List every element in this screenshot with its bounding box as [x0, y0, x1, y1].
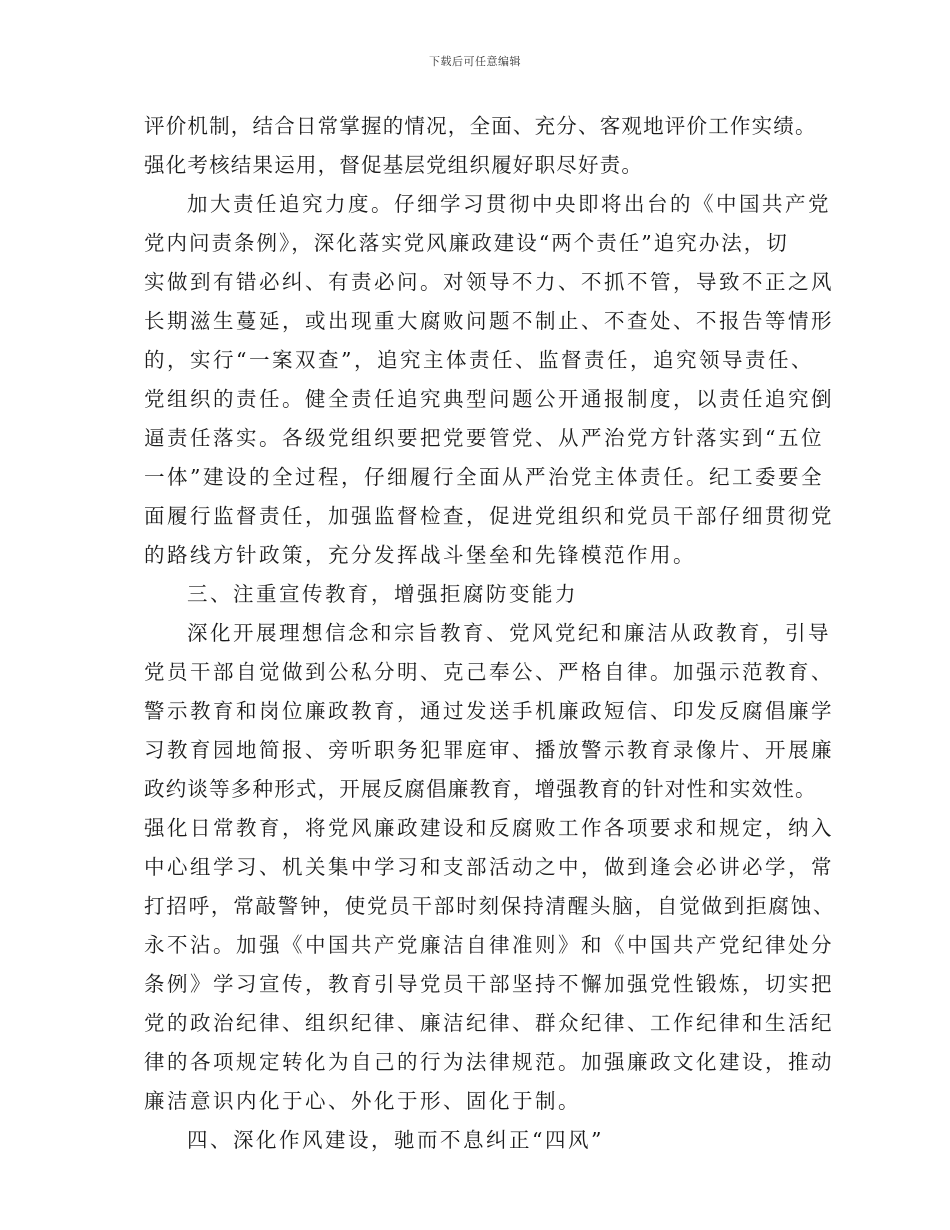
text-line: 中心组学习、机关集中学习和支部活动之中，做到逢会必讲必学，常	[144, 855, 834, 879]
text-line: 党的政治纪律、组织纪律、廉洁纪律、群众纪律、工作纪律和生活纪	[144, 1011, 834, 1035]
page-header: 下载后可任意编辑	[429, 55, 521, 68]
text-line: 打招呼，常敲警钟，使党员干部时刻保持清醒头脑，自觉做到拒腐蚀、	[144, 894, 836, 918]
text-line: 加大责任追究力度。仔细学习贯彻中央即将出台的《中国共产党	[187, 192, 831, 216]
text-line: 的路线方针政策，充分发挥战斗堡垒和先锋模范作用。	[144, 543, 696, 567]
text-line: 党组织的责任。健全责任追究典型问题公开通报制度，以责任追究倒	[144, 387, 834, 411]
text-line: 强化日常教育，将党风廉政建设和反腐败工作各项要求和规定，纳入	[144, 816, 834, 840]
text-line: 实做到有错必纠、有责必问。对领导不力、不抓不管，导致不正之风	[144, 270, 834, 294]
section-heading: 四、深化作风建设，驰而不息纠正“四风”	[187, 1128, 604, 1152]
text-line: 党员干部自觉做到公私分明、克己奉公、严格自律。加强示范教育、	[144, 660, 834, 684]
text-line: 警示教育和岗位廉政教育，通过发送手机廉政短信、印发反腐倡廉学	[144, 699, 834, 723]
text-line: 党内问责条例》，深化落实党风廉政建设“两个责任”追究办法，切	[144, 231, 789, 255]
text-line: 廉洁意识内化于心、外化于形、固化于制。	[144, 1089, 581, 1113]
text-line: 条例》学习宣传，教育引导党员干部坚持不懈加强党性锻炼，切实把	[144, 972, 834, 996]
text-line: 的，实行“一案双查”，追究主体责任、监督责任，追究领导责任、	[144, 348, 814, 372]
text-line: 律的各项规定转化为自己的行为法律规范。加强廉政文化建设，推动	[144, 1050, 834, 1074]
text-line: 评价机制，结合日常掌握的情况，全面、充分、客观地评价工作实绩。	[144, 114, 817, 138]
text-line: 深化开展理想信念和宗旨教育、党风党纪和廉洁从政教育，引导	[187, 621, 831, 645]
text-line: 一体”建设的全过程，仔细履行全面从严治党主体责任。纪工委要全	[144, 465, 824, 489]
text-line: 长期滋生蔓延，或出现重大腐败问题不制止、不查处、不报告等情形	[144, 309, 834, 333]
text-line: 强化考核结果运用，督促基层党组织履好职尽好责。	[144, 153, 644, 177]
text-line: 永不沾。加强《中国共产党廉洁自律准则》和《中国共产党纪律处分	[144, 933, 834, 957]
text-line: 习教育园地简报、旁听职务犯罪庭审、播放警示教育录像片、开展廉	[144, 738, 834, 762]
text-line: 面履行监督责任，加强监督检查，促进党组织和党员干部仔细贯彻党	[144, 504, 834, 528]
section-heading: 三、注重宣传教育，增强拒腐防变能力	[187, 582, 578, 606]
text-line: 政约谈等多种形式，开展反腐倡廉教育，增强教育的针对性和实效性。	[144, 777, 817, 801]
text-line: 逼责任落实。各级党组织要把党要管党、从严治党方针落实到“五位	[144, 426, 824, 450]
